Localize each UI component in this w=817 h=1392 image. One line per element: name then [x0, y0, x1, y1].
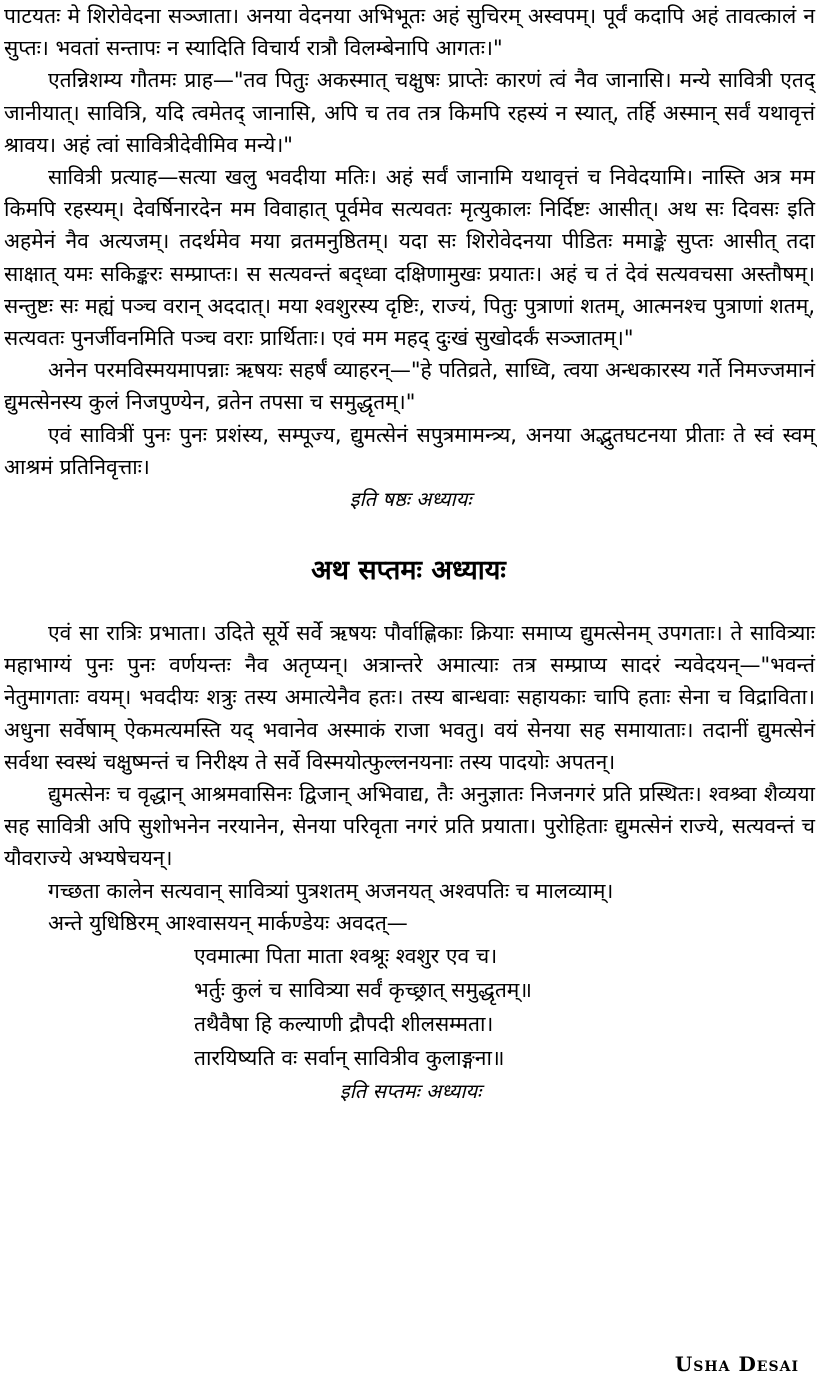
paragraph-1: पाटयतः मे शिरोवेदना सञ्जाता। अनया वेदनया अभिभूतः अहं सुचिरम् अस्वपम्। पूर्वं कदापि अहं तावत्कालं न सुप्तः। भवतां सन्तापः न स्यादिति विचार्य रात्रौ विलम्बेनापि आगतः।"	[4, 4, 815, 61]
colophon-chapter-6: इति षष्ठः अध्यायः	[349, 487, 472, 512]
verse-line: तथैवैषा हि कल्याणी द्रौपदी शीलसम्मता।	[194, 1012, 494, 1037]
section-bottom	[0, 617, 817, 1107]
colophon-chapter-7: इति सप्तमः अध्यायः	[339, 1079, 482, 1104]
paragraph-5: एवं सावित्रीं पुनः पुनः प्रशंस्य, सम्पूज्य, द्युमत्सेनं सपुत्रमामन्त्र्य, अनया अद्भुतघटनया प्रीताः ते स्वं स्वम् आश्रमं प्रतिनिवृत्ताः।	[4, 422, 815, 479]
verse-line: एवमात्मा पिता माता श्वश्रूः श्वशुर एव च।	[194, 944, 498, 969]
section-top	[0, 0, 817, 515]
paragraph-2: एतन्निशम्य गौतमः प्राह—"तव पितुः अकस्मात् चक्षुषः प्राप्तेः कारणं त्वं नैव जानासि। मन्ये सावित्री एतद् जानीयात्। सावित्रि, यदि त्वमेतद् जानासि, अपि च तव तत्र किमपि रहस्यं न स्यात्, तर्हि अस्मान् सर्वं यथावृत्तं श्रावय। अहं त्वां सावित्रीदेवीमिव मन्ये।"	[4, 68, 815, 157]
paragraph-9: अन्ते युधिष्ठिरम् आश्वासयन् मार्कण्डेयः अवदत्—	[48, 910, 408, 935]
verse-block	[194, 939, 817, 1075]
verse-line: तारयिष्यति वः सर्वान् सावित्रीव कुलाङ्गना॥	[194, 1046, 505, 1071]
paragraph-8: गच्छता कालेन सत्यवान् सावित्र्यां पुत्रशतम् अजनयत् अश्वपतिः च मालव्याम्।	[48, 878, 614, 903]
paragraph-6: एवं सा रात्रिः प्रभाता। उदिते सूर्ये सर्वे ऋषयः पौर्वाह्णिकाः क्रियाः समाप्य द्युमत्सेनम् उपगताः। ते सावित्र्याः महाभाग्यं पुनः पुनः वर्णयन्तः नैव अतृप्यन्। अत्रान्तरे अमात्याः तत्र सम्प्राप्य सादरं न्यवेदयन्—"भवन्तं नेतुमागताः वयम्। भवदीयः शत्रुः तस्य अमात्येनैव हतः। तस्य बान्धवाः सहायकाः चापि हताः सेना च विद्राविता। अधुना सर्वेषाम् ऐकमत्यमस्ति यद् भवानेव अस्माकं राजा भवतु। वयं सेनया सह समायाताः। तदानीं द्युमत्सेनं सर्वथा स्वस्थं चक्षुष्मन्तं च निरीक्ष्य ते सर्वे विस्मयोत्फुल्लनयनाः तस्य पादयोः अपतन्।	[4, 621, 815, 774]
paragraph-7: द्युमत्सेनः च वृद्धान् आश्रमवासिनः द्विजान् अभिवाद्य, तैः अनुज्ञातः निजनगरं प्रति प्रस्थितः। श्वश्र्वा शैव्यया सह सावित्री अपि सुशोभनेन नरयानेन, सेनया परिवृता नगरं प्रति प्रयाता। पुरोहिताः द्युमत्सेनं राज्ये, सत्यवन्तं च यौवराज्ये अभ्यषेचयन्।	[4, 782, 815, 871]
paragraph-3: सावित्री प्रत्याह—सत्या खलु भवदीया मतिः। अहं सर्वं जानामि यथावृत्तं च निवेदयामि। नास्ति अत्र मम किमपि रहस्यम्। देवर्षिनारदेन मम विवाहात् पूर्वमेव सत्यवतः मृत्युकालः निर्दिष्टः आसीत्। अथ सः दिवसः इति अहमेनं नैव अत्यजम्। तदर्थमेव मया व्रतमनुष्ठितम्। यदा सः शिरोवेदनया पीडितः ममाङ्के सुप्तः आसीत् तदा साक्षात् यमः सकिङ्करः सम्प्राप्तः। स सत्यवन्तं बद्ध्वा दक्षिणामुखः प्रयातः। अहं च तं देवं सत्यवचसा अस्तौषम्। सन्तुष्टः सः मह्यं पञ्च वरान् अददात्। मया श्वशुरस्य दृष्टिः, राज्यं, पितुः पुत्राणां शतम्, आत्मनश्च पुत्राणां शतम्, सत्यवतः पुनर्जीवनमिति पञ्च वराः प्रार्थिताः। एवं मम महद् दुःखं सुखोदर्कं सञ्जातम्।"	[4, 165, 815, 351]
paragraph-4: अनेन परमविस्मयमापन्नाः ऋषयः सहर्षं व्याहरन्—"हे पतिव्रते, साध्वि, त्वया अन्धकारस्य गर्ते निमज्जमानं द्युमत्सेनस्य कुलं निजपुण्येन, व्रतेन तपसा च समुद्धृतम्।"	[4, 358, 815, 415]
verse-line: भर्तुः कुलं च सावित्र्या सर्वं कृच्छ्रात् समुद्धृतम्॥	[194, 978, 532, 1003]
author-name: Usha Desai	[674, 1352, 799, 1376]
chapter-heading: अथ सप्तमः अध्यायः	[311, 555, 506, 587]
